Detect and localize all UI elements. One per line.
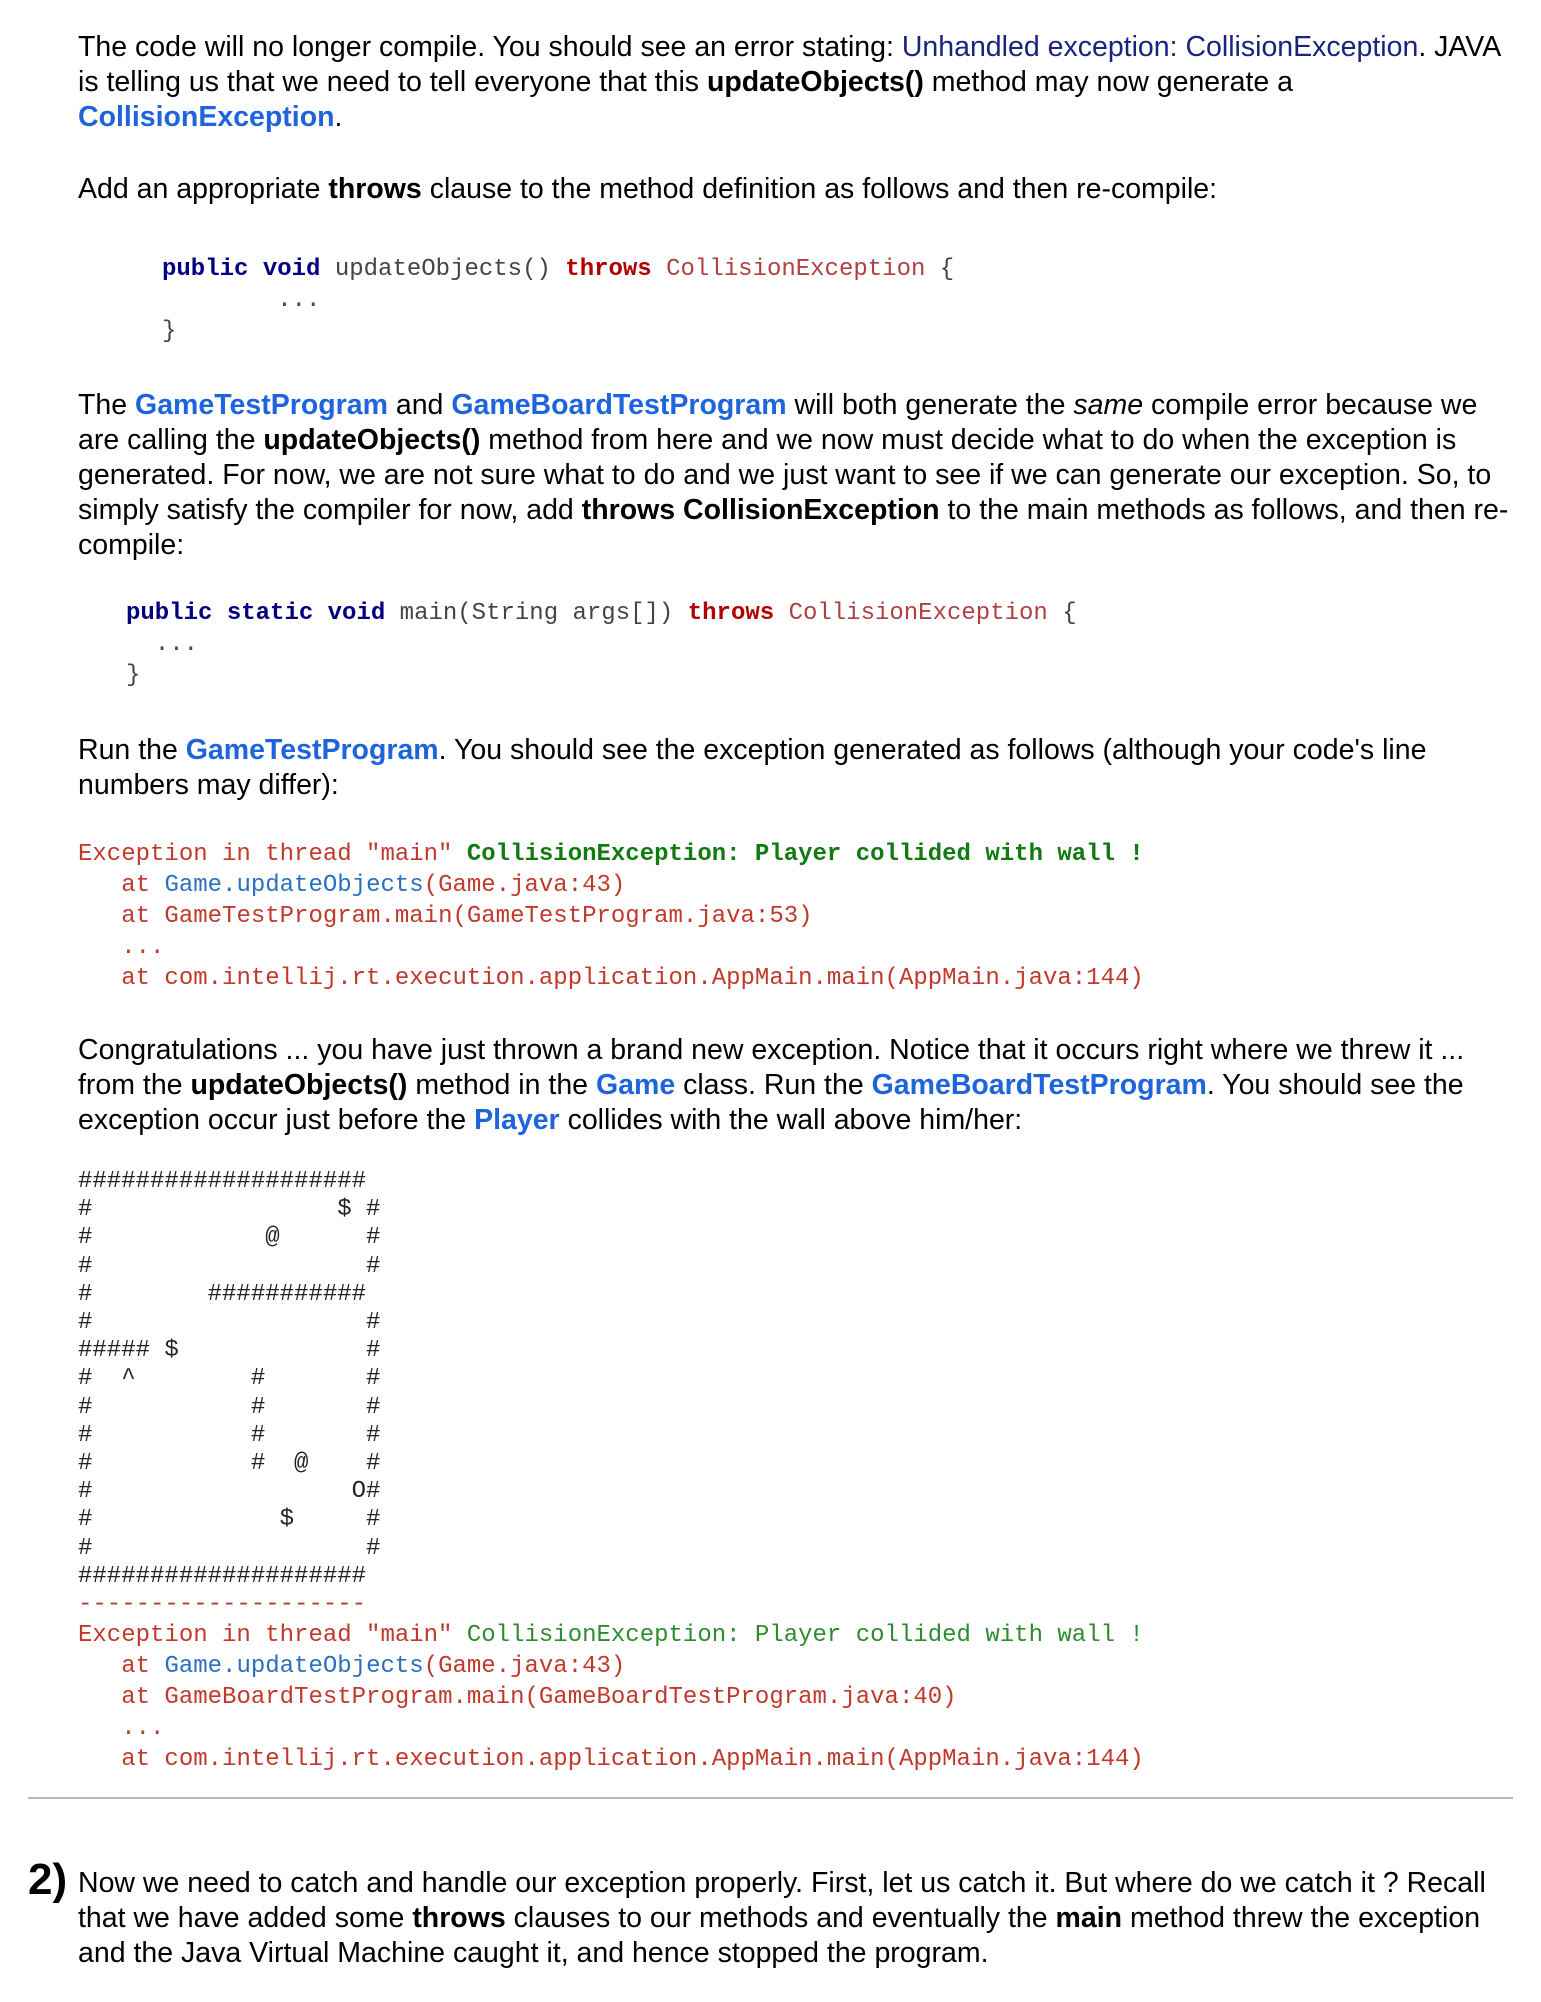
text: clauses to our methods and eventually the [505, 1902, 1056, 1934]
trace-location: (Game.java:43) [423, 1653, 626, 1680]
code-brace: } [162, 318, 177, 345]
text: will both generate the [786, 389, 1074, 421]
error-message: Unhandled exception: CollisionException [901, 31, 1419, 63]
trace-at: at [121, 872, 165, 899]
keyword: throws [328, 173, 422, 205]
trace-location: (Game.java:43) [423, 872, 626, 899]
trace-ellipsis: ... [121, 934, 165, 961]
keyword: main [1055, 1902, 1123, 1934]
trace-line: at com.intellij.rt.execution.application.AppMain.main(AppMain.java:144) [121, 1746, 1144, 1773]
text: class. Run the [675, 1069, 872, 1101]
text: Now we need to catch and handle our exception properly. First, let us catch it. But where do we catch it ? Recall that we have added some [78, 1867, 1486, 1934]
text: method may now generate a [923, 66, 1294, 98]
text: The [78, 389, 136, 421]
stack-trace-1 [78, 839, 1144, 994]
paragraph-add-throws [78, 172, 1518, 207]
text: method threw the exception and the Java Virtual Machine caught it, and hence stopped the program. [78, 1902, 1481, 1969]
trace-message: CollisionException: Player collided with wall ! [466, 1622, 1144, 1649]
trace-method: Game.updateObjects [164, 872, 424, 899]
trace-ellipsis: ... [121, 1715, 165, 1742]
class-name: CollisionException [78, 101, 335, 133]
code-keyword: throws [687, 600, 775, 627]
trace-message: CollisionException: Player collided with wall ! [466, 841, 1144, 868]
section-number: 2) [28, 1855, 68, 1904]
code-class: CollisionException [788, 600, 1048, 627]
code-keyword: public [126, 600, 213, 627]
board-line: #################### [78, 1562, 367, 1590]
code-method: updateObjects() [334, 256, 551, 283]
text: The code will no longer compile. You should see an error stating: [78, 31, 902, 63]
code-ellipsis: ... [154, 631, 199, 658]
board-line: #################### [78, 1168, 367, 1195]
text: Congratulations ... you have just thrown a brand new exception. Notice that it occurs right where we threw it ... from the [78, 1034, 1465, 1101]
text: and [387, 389, 452, 421]
trace-prefix: Exception in thread "main" [78, 841, 467, 868]
text: method in the [407, 1069, 596, 1101]
code-keyword: public [162, 256, 249, 283]
text: clause to the method definition as follows and then re-compile: [421, 173, 1218, 205]
trace-line: at GameBoardTestProgram.main(GameBoardTestProgram.java:40) [121, 1684, 957, 1711]
paragraph-compile-error-main [78, 388, 1518, 563]
text: to the main methods as follows, and then re-compile: [78, 494, 1509, 561]
trace-prefix: Exception in thread "main" [78, 1622, 467, 1649]
paragraph-congratulations [78, 1033, 1518, 1138]
text: method from here and we now must decide what to do when the exception is generated. For now, we are not sure what to do and we just want to see if we can generate our exception. So, to simply satisfy the compiler for now, add [78, 424, 1492, 526]
board-line: # # # [78, 1393, 381, 1421]
board-line: # # @ # [78, 1450, 381, 1478]
code-block-update-objects [162, 254, 954, 347]
board-line: # $ # [78, 1506, 381, 1534]
code-keyword: void [262, 256, 321, 283]
text: . JAVA is telling us that we need to tell everyone that this [78, 31, 1500, 98]
board-line: # @ # [78, 1224, 381, 1252]
text: collides with the wall above him/her: [559, 1104, 1023, 1136]
board-line: # ########### [78, 1280, 367, 1308]
code-brace: { [939, 256, 955, 283]
board-line: ##### $ # [78, 1337, 381, 1365]
trace-line: at GameTestProgram.main(GameTestProgram.java:53) [121, 903, 813, 930]
code-keyword: throws [565, 256, 652, 283]
text: . [334, 101, 343, 133]
board-line: # ^ # # [78, 1365, 381, 1393]
code-keyword: void [327, 600, 386, 627]
trace-method: Game.updateObjects [164, 1653, 424, 1680]
paragraph-compile-error [78, 30, 1518, 135]
class-name: GameTestProgram [185, 734, 439, 766]
method-name: updateObjects() [263, 424, 481, 456]
board-separator: -------------------- [78, 1591, 367, 1619]
class-name: GameBoardTestProgram [871, 1069, 1207, 1101]
trace-line: at com.intellij.rt.execution.application.AppMain.main(AppMain.java:144) [121, 965, 1144, 992]
keyword: throws CollisionException [581, 494, 940, 526]
class-name: GameTestProgram [135, 389, 388, 421]
board-line: # O# [78, 1478, 381, 1506]
method-name: updateObjects() [190, 1069, 408, 1101]
class-name: GameBoardTestProgram [451, 389, 787, 421]
code-method: main(String args[]) [399, 600, 674, 627]
paragraph-catch-exception [78, 1866, 1518, 1971]
game-board [78, 1168, 380, 1619]
code-brace: { [1062, 600, 1077, 627]
stack-trace-2 [78, 1620, 1144, 1775]
class-name: Player [474, 1104, 560, 1136]
code-brace: } [126, 662, 141, 689]
text: Add an appropriate [78, 173, 329, 205]
class-name: Game [595, 1069, 676, 1101]
paragraph-run-game-test [78, 733, 1518, 803]
text: . You should see the exception generated as follows (although your code's line numbers may differ): [78, 734, 1427, 801]
keyword: throws [412, 1902, 506, 1934]
code-block-main [126, 598, 1077, 691]
board-line: # $ # [78, 1196, 381, 1224]
section-divider [28, 1797, 1513, 1799]
emphasis: same [1073, 389, 1144, 421]
text: compile error because we are calling the [78, 389, 1478, 456]
text: Run the [78, 734, 186, 766]
method-name: updateObjects() [706, 66, 924, 98]
text: . You should see the exception occur just before the [78, 1069, 1464, 1136]
code-keyword: static [226, 600, 314, 627]
board-line: # # # [78, 1421, 381, 1449]
trace-at: at [121, 1653, 165, 1680]
board-line: # # [78, 1252, 381, 1280]
code-ellipsis: ... [277, 287, 321, 314]
code-class: CollisionException [666, 256, 926, 283]
board-line: # # [78, 1534, 381, 1562]
board-line: # # [78, 1309, 381, 1337]
